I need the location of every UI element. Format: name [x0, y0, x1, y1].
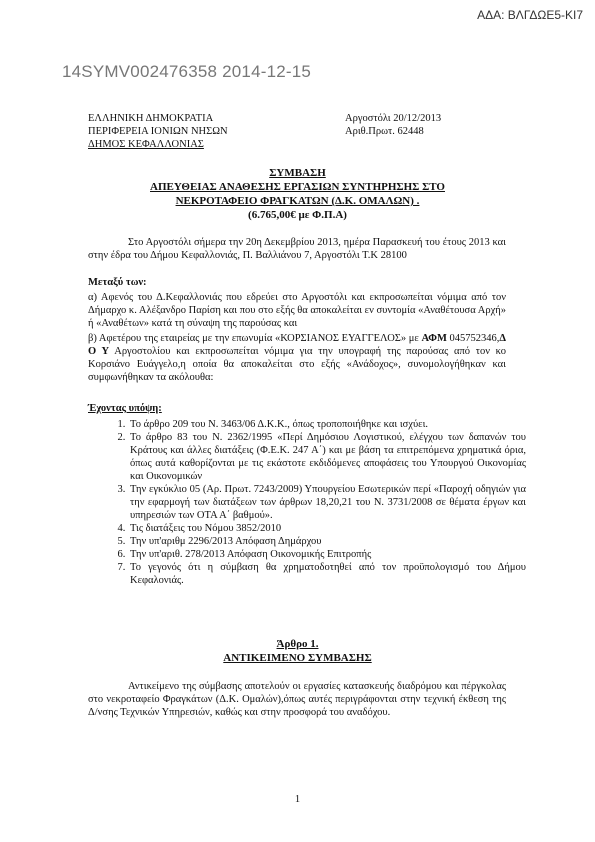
page-number: 1 — [294, 794, 301, 805]
date-block — [345, 112, 441, 138]
list-item: 1. Το άρθρο 209 του Ν. 3463/06 Δ.Κ.Κ., όπως τροποποιήθηκε και ισχύει. — [128, 418, 526, 431]
list-item: 7. Το γεγονός ότι η σύμβαση θα χρηματοδοτηθεί από τον προϋπολογισμό του Δήμου Κεφαλονιάς. — [128, 561, 526, 587]
doy-label: Δ Ο Υ — [88, 333, 507, 357]
list-item: 5. Την υπ'αριθμ 2296/2013 Απόφαση Δημάρχου — [128, 535, 526, 548]
party-a-paragraph: α) Αφενός του Δ.Κεφαλλονιάς που εδρεύει στο Αργοστόλι και εκπροσωπείται νόμιμα από τον Δήμαρχο κ. Αλέξανδρο Παρίση και που στο εξής θα αποκαλείται εν συντομία «Αναθέτουσα Αρχή» ή «Αναθέτων» κατά τη σύναψη της παρούσας και — [88, 292, 506, 329]
issuer-line-municipality: ΔΗΜΟΣ ΚΕΦΑΛΛΟΝΙΑΣ — [88, 139, 204, 150]
issuer-line-state: ΕΛΛΗΝΙΚΗ ΔΗΜΟΚΡΑΤΙΑ — [88, 113, 214, 124]
list-item: 3. Την εγκύκλιο 05 (Αρ. Πρωτ. 7243/2009) Υπουργείου Εσωτερικών περί «Παροχή οδηγιών για την εφαρμογή των διατάξεων των άρθρων 18,20,21 του Ν. 3731/2008 σε θέματα έργων και υπηρεσιών των ΟΤΑ Α΄ βαθμού». — [128, 483, 526, 522]
title-amount: (6.765,00€ με Φ.Π.Α) — [248, 209, 347, 221]
party-b-intro: β) Αφετέρου της εταιρείας με την επωνυμία «ΚΟΡΣΙΑΝΟΣ ΕΥΑΓΓΕΛΟΣ» με — [88, 333, 422, 344]
issuer-line-region: ΠΕΡΙΦΕΡΕΙΑ ΙΟΝΙΩΝ ΝΗΣΩΝ — [88, 126, 228, 137]
registry-stamp: 14SYMV002476358 2014-12-15 — [62, 62, 312, 81]
considering-label: Έχοντας υπόψη: — [88, 403, 162, 414]
list-item: 2. Το άρθρο 83 του Ν. 2362/1995 «Περί Δημόσιου Λογιστικού, ελέγχου των δαπανών του Κράτους και άλλες διατάξεις (Φ.Ε.Κ. 247 Α΄) και με βάση τα επιτρεπόμενα χρηματικά όρια, όπως αυτά καθορίζονται με τις εκάστοτε εκδιδόμενες αποφάσεις του Υπουργού Οικονομίας και Οικονομικών — [128, 431, 526, 483]
afm-value: 045752346, — [449, 333, 500, 344]
article-heading — [0, 637, 595, 665]
title-direct-award: ΑΠΕΥΘΕΙΑΣ ΑΝΑΘΕΣΗΣ ΕΡΓΑΣΙΩΝ ΣΥΝΤΗΡΗΣΗΣ ΣΤΟ — [150, 181, 445, 193]
title-cemetery: ΝΕΚΡΟΤΑΦΕΙΟ ΦΡΑΓΚΑΤΩΝ (Δ.Κ. ΟΜΑΛΩΝ) . — [175, 195, 420, 207]
party-b-rest: Αργοστολίου και εκπροσωπείται νόμιμα για την υπογραφή της παρούσας από τον κο Κορσιάνο Ευάγγελο,η οποία θα αποκαλείται στο εξής «Ανάδοχος», συνομολογήθηκαν και συμφωνήθηκαν τα ακόλουθα: — [88, 346, 506, 383]
party-b-paragraph — [88, 332, 506, 384]
intro-paragraph: Στο Αργοστόλι σήμερα την 20η Δεκεμβρίου 2013, ημέρα Παρασκευή του έτους 2013 και στην έδρα του Δήμου Κεφαλλονιάς, Π. Βαλλιάνου 7, Αργοστόλι Τ.Κ 28100 — [88, 237, 506, 261]
between-label: Μεταξύ των: — [88, 277, 147, 288]
list-item: 6. Την υπ'αριθ. 278/2013 Απόφαση Οικονομικής Επιτροπής — [128, 548, 526, 561]
article-title: ΑΝΤΙΚΕΙΜΕΝΟ ΣΥΜΒΑΣΗΣ — [223, 652, 372, 664]
protocol-number: Αριθ.Πρωτ. 62448 — [345, 126, 424, 137]
article-number: Άρθρο 1. — [276, 638, 319, 650]
issuer-block — [88, 112, 228, 151]
list-item: 4. Τις διατάξεις του Νόμου 3852/2010 — [128, 522, 526, 535]
document-date: Αργοστόλι 20/12/2013 — [345, 113, 442, 124]
title-contract: ΣΥΜΒΑΣΗ — [269, 167, 326, 179]
contract-title — [0, 166, 595, 222]
article-text: Αντικείμενο της σύμβασης αποτελούν οι εργασίες κατασκευής διαδρόμου και πέργκολας στο νεκροταφείο Φραγκάτων (Δ.Κ. Ομαλών),όπως αυτές περιγράφονται στην τεχνική έκθεση της Δ/νσης Τεχνικών Υπηρεσιών, καθώς και στην προσφορά του αναδόχου. — [88, 681, 506, 718]
ada-code: ΑΔΑ: ΒΛΓΔΩΕ5-ΚΙ7 — [477, 8, 583, 22]
afm-label: ΑΦΜ — [421, 333, 447, 344]
considering-list — [108, 418, 526, 587]
